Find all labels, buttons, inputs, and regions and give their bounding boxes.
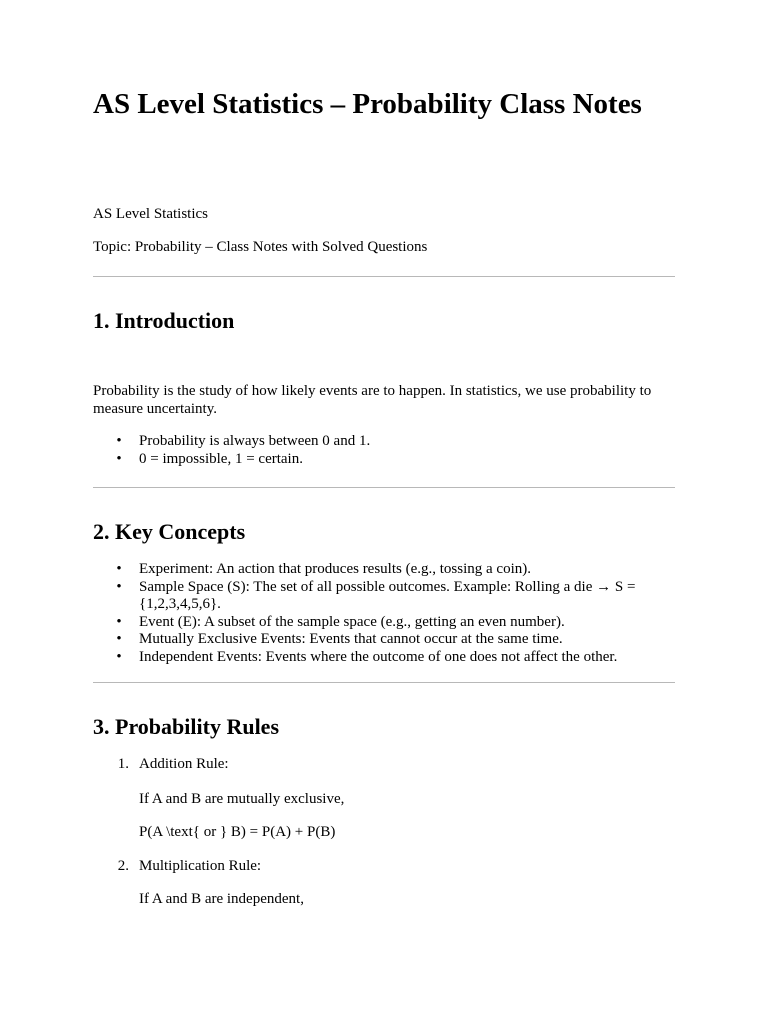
rule-label: Addition Rule: [139,756,229,772]
rule-label: Multiplication Rule: [139,858,262,874]
divider [93,276,675,277]
list-item-text: Mutually Exclusive Events: Events that cannot occur at the same time. [139,631,563,647]
list-item [93,614,675,632]
divider [93,682,675,683]
list-item [93,579,675,614]
intro-paragraph: Probability is the study of how likely events are to happen. In statistics, we use probability to measure uncertainty. [93,383,652,417]
rules-numbered-list-continued [93,858,675,876]
divider [93,487,675,488]
key-concepts-bullet-list [93,561,675,666]
bullet-icon: • [116,648,122,665]
list-item-text: 0 = impossible, 1 = certain. [139,450,303,467]
section-heading-introduction: 1. Introduction [93,308,235,333]
rules-numbered-list [93,756,675,774]
bullet-icon: • [116,631,122,647]
rule-condition: If A and B are mutually exclusive, [139,791,345,807]
list-item-text: Sample Space (S): The set of all possible outcomes. Example: Rolling a die → S = {1,2,3,4,5,6}. [139,578,636,612]
list-item-text: Experiment: An action that produces results (e.g., tossing a coin). [139,561,531,577]
bullet-icon: • [116,450,122,467]
bullet-icon: • [116,561,122,577]
list-item [93,433,675,451]
document-title: AS Level Statistics – Probability Class Notes [93,88,642,120]
list-item [93,649,675,667]
list-item-number: 1. [117,756,129,772]
topic-line: Topic: Probability – Class Notes with Solved Questions [93,239,428,255]
list-item [93,451,675,469]
bullet-icon: • [116,433,122,449]
list-item-number: 2. [117,858,129,874]
list-item-text: Independent Events: Events where the outcome of one does not affect the other. [139,648,618,665]
section-heading-key-concepts: 2. Key Concepts [93,519,246,544]
bullet-icon: • [116,613,122,630]
list-item [93,631,675,649]
intro-bullet-list [93,433,675,468]
list-item [93,858,675,876]
course-name: AS Level Statistics [93,206,208,222]
section-heading-probability-rules: 3. Probability Rules [93,714,280,739]
list-item [93,561,675,579]
bullet-icon: • [116,578,122,595]
rule-condition: If A and B are independent, [139,891,304,907]
list-item-text: Event (E): A subset of the sample space (e.g., getting an even number). [139,613,565,630]
rule-formula: P(A \text{ or } B) = P(A) + P(B) [139,824,336,840]
list-item [93,756,675,774]
list-item-text: Probability is always between 0 and 1. [139,433,371,449]
